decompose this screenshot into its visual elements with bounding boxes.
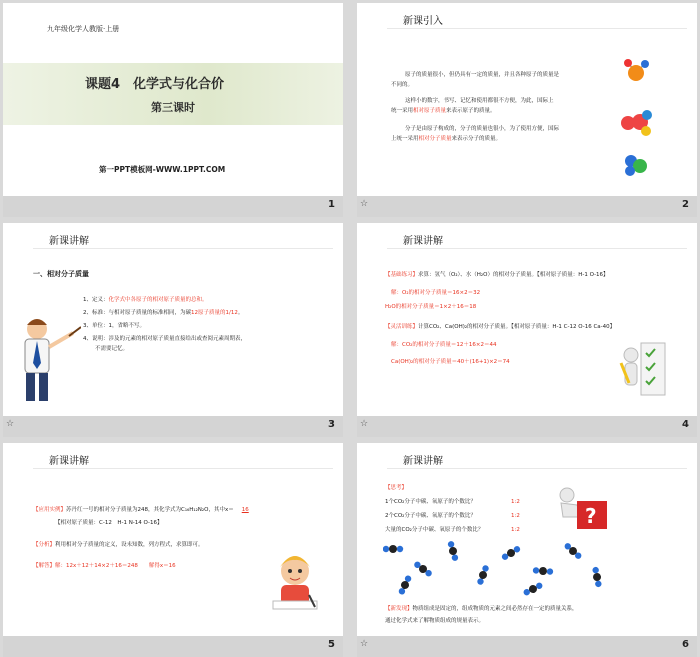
text-line [33,562,176,570]
star-icon: ☆ [360,419,369,429]
answer-line: 解：O₂的相对分子质量＝16×2＝32 [391,290,481,296]
slide-number: 4 [682,419,689,430]
co2-molecule [476,564,491,586]
header-divider [387,248,687,249]
answer-blank: 16 [241,507,249,513]
co2-molecule [522,581,544,597]
slide-3-bar [3,416,343,437]
highlight-text: 【新发现】 [385,606,413,612]
star-icon: ☆ [6,419,15,429]
co2-molecule [412,560,433,579]
slide-5-bar [3,636,343,657]
text-line [33,506,257,514]
text-span: 1、定义： [83,297,109,303]
slide-number: 5 [328,639,335,650]
molecule-icon [623,55,649,85]
text-line: 不同的。 [391,82,414,88]
ratio-value: 1:2 [511,513,520,519]
slide-number: 2 [682,199,689,210]
text-span: 上统一采用 [391,136,419,142]
text-line [391,107,496,115]
header-divider [33,248,333,249]
co2-molecule [397,574,413,596]
text-span: 统一采用 [391,108,414,114]
highlight-text: 【分析】 [33,542,56,548]
header-title: 新课讲解 [403,456,443,467]
slide-header [357,3,697,31]
highlight-text: 相对分子质量 [418,136,452,142]
teacher-figure [11,315,81,407]
slide-number: 1 [328,199,335,210]
text-span: 来表示分子的质量。 [451,136,502,142]
text-span: 求算：氢气（O₂）、水（H₂O）的相对分子质量。【相对原子质量：H-1 O-16】 [418,272,609,278]
question-line: 大量的CO₂分子中碳、氧原子的个数比？ [385,527,484,533]
course-label: 九年级化学人教版·上册 [47,25,120,33]
ratio-value: 1:2 [511,527,520,533]
slide-header [3,443,343,471]
star-icon: ☆ [360,639,369,649]
header-title: 新课讲解 [403,236,443,247]
co2-molecule [591,566,603,588]
co2-molecule [532,566,553,576]
text-line [391,135,501,143]
text-line [385,271,609,279]
co2-molecule [563,541,584,561]
answer-line: Ca(OH)₂的相对分子质量＝40＋(16+1)×2＝74 [391,359,510,365]
text-span: 来表示原子的质量。 [446,108,496,114]
highlight-text: 【灵活训练】 [385,324,419,330]
text-line: 不需要记忆。 [95,346,129,352]
co2-molecule [383,545,403,553]
page-title: 课题4 化学式与化合价 [85,77,225,92]
slide-2[interactable] [357,3,697,196]
slide-header [3,223,343,251]
highlight-text: 化学式中各原子的相对原子质量的总和。 [108,297,208,303]
text-line: 4、说明：涉及的元素的相对原子质量直接给出或查阅元素周期表， [83,336,247,342]
slide-number: 3 [328,419,335,430]
text-line: 这样小的数字，书写、记忆和使用都很不方便，为此，国际上 [405,98,554,104]
title-band [3,63,343,125]
star-icon: ☆ [360,199,369,209]
slide-4[interactable] [357,223,697,416]
header-title: 新课讲解 [49,456,89,467]
co2-molecule [500,544,522,562]
text-line [83,296,208,304]
slide-2-bar [357,196,697,217]
header-divider [387,468,687,469]
text-line [385,605,578,613]
text-line [83,309,243,317]
answer-line: 解：CO₂的相对分子质量＝12＋16×2＝44 [391,342,497,348]
highlight-text: 12原子质量的1/12 [191,310,238,316]
text-line: 通过化学式来了解物质组成的规量表示。 [385,618,485,624]
question-line: 1个CO₂分子中碳、氧原子的个数比？ [385,499,476,505]
question-line: 2个CO₂分子中碳、氧原子的个数比？ [385,513,476,519]
co2-molecules [383,541,611,599]
checklist-figure [619,333,669,403]
footer-watermark: 第一PPT模板网-WWW.1PPT.COM [99,165,226,174]
molecule-icon [619,108,653,138]
header-title: 新课引入 [403,16,443,27]
answer-line: H₂O的相对分子质量＝1×2＋16＝18 [385,304,477,310]
text-span: 2、标准：与相对原子质量的标准相同，为碳 [83,310,192,316]
highlight-text: 相对原子质量 [413,108,447,114]
slide-header [357,443,697,471]
question-mark-figure [553,483,611,533]
header-divider [33,468,333,469]
slide-1-bar [3,196,343,217]
highlight-text: 【应用实例】 [33,507,67,513]
highlight-text: 【解答】 [33,563,56,569]
slide-3[interactable] [3,223,343,416]
slide-6[interactable] [357,443,697,636]
header-divider [387,28,687,29]
text-line: 【相对原子质量：C-12 H-1 N-14 O-16】 [55,520,163,526]
slide-number: 6 [682,639,689,650]
page-subtitle: 第三课时 [151,101,195,114]
think-heading: 【思考】 [385,485,408,491]
slide-header [357,223,697,251]
slide-4-bar [357,416,697,437]
header-title: 新课讲解 [49,236,89,247]
text-span: 利用相对分子质量的定义，设未知数，列方程式，求算即可。 [55,542,204,548]
text-line: 分子是由原子构成的，分子的质量也很小，为了使用方便，国际 [405,126,560,132]
text-span: 物质组成是固定的，组成物质的元素之间必然存在一定的质量关系， [412,606,578,612]
svg-text:?: ? [585,504,597,528]
text-line: 3、单位：1，省略不写。 [83,323,145,329]
slide-5[interactable] [3,443,343,636]
section-heading: 一、相对分子质量 [33,270,89,278]
text-span: 计算CO₂、Ca(OH)₂的相对分子质量。【相对原子质量：H-1 C-12 O-16 Ca-40】 [418,324,616,330]
answer-line: 解：12x＋12＋14×2＋16＝248 解得x＝16 [55,563,176,569]
text-line [385,323,615,331]
slide-6-bar [357,636,697,657]
text-line: 原子的质量很小，但仍具有一定的质量，并且各种原子的质量是 [405,72,560,78]
text-span: 。 [237,310,244,316]
text-line [33,541,204,549]
student-figure [269,551,321,613]
co2-molecule [446,541,459,562]
highlight-text: 【基础练习】 [385,272,419,278]
molecule-icon [621,151,651,177]
text-span: 苏丹红一号的相对分子质量为248，其化学式为C₁₆H₁₂N₂O，其中x＝ [66,507,234,513]
ratio-value: 1:2 [511,499,520,505]
slide-1[interactable] [3,3,343,196]
